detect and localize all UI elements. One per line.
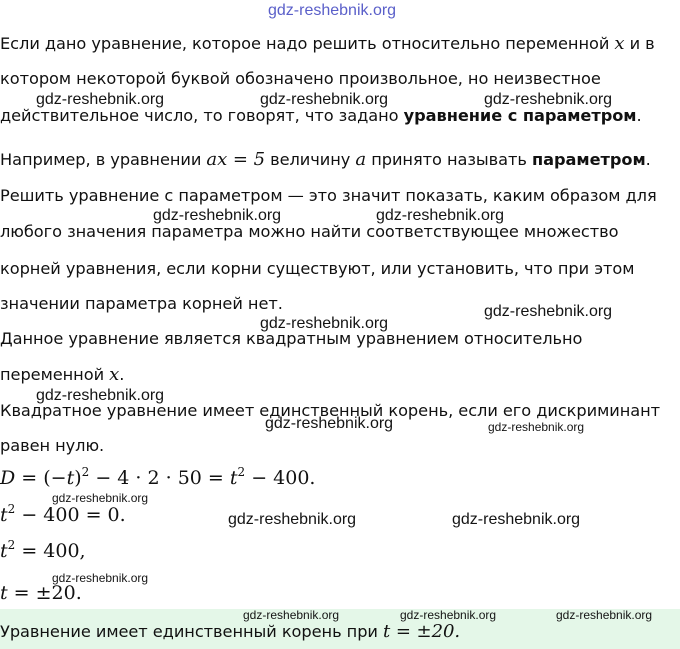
text-segment: .	[636, 106, 642, 125]
symbol-t: t	[0, 582, 8, 604]
watermark: gdz-reshebnik.org	[376, 207, 505, 224]
watermark: gdz-reshebnik.org	[52, 571, 149, 585]
watermark: gdz-reshebnik.org	[260, 315, 389, 332]
formula-discriminant	[0, 466, 315, 490]
formula-part: = ±20.	[7, 582, 82, 604]
formula-step-1	[0, 503, 126, 527]
formula-part: − 4 · 2 · 50 =	[89, 467, 230, 489]
watermark: gdz-reshebnik.org	[36, 91, 165, 108]
paragraph-3-line-2: любого значения параметра можно найти соответствующее множество	[0, 222, 619, 241]
watermark: gdz-reshebnik.org	[153, 207, 282, 224]
symbol-t: t	[229, 467, 238, 489]
paragraph-3-line-3: корней уравнения, если корни существуют, или установить, что при этом	[0, 259, 635, 278]
text-segment: и в	[624, 34, 655, 53]
text-segment: переменной	[0, 365, 110, 384]
answer-value: = ±20.	[390, 621, 461, 642]
text-segment: величину	[265, 150, 356, 169]
text-segment: принято называть	[366, 150, 532, 169]
text-segment: .	[645, 150, 651, 169]
watermark: gdz-reshebnik.org	[488, 420, 585, 434]
paragraph-2	[0, 149, 651, 171]
paragraph-5-line-2: равен нулю.	[0, 436, 105, 455]
symbol-t: t	[66, 467, 75, 489]
paragraph-3-line-1: Решить уравнение с параметром — это значит показать, каким образом для	[0, 186, 657, 205]
variable-x: x	[109, 364, 120, 385]
formula-part: )	[74, 467, 82, 489]
watermark: gdz-reshebnik.org	[243, 608, 340, 622]
watermark: gdz-reshebnik.org	[268, 2, 397, 19]
watermark: gdz-reshebnik.org	[36, 387, 165, 404]
formula-step-2	[0, 539, 86, 563]
formula-part: = 400,	[15, 540, 86, 562]
text-segment: действительное число, то говорят, что задано	[0, 106, 404, 125]
variable-t: t	[382, 621, 391, 642]
paragraph-1-line-2: котором некоторой буквой обозначено произвольное, но неизвестное	[0, 69, 601, 88]
watermark: gdz-reshebnik.org	[452, 511, 581, 528]
formula-part: = (−	[15, 467, 67, 489]
paragraph-3-line-4: значении параметра корней нет.	[0, 294, 283, 313]
equation-rhs: = 5	[227, 149, 265, 170]
exponent: 2	[7, 502, 16, 516]
watermark: gdz-reshebnik.org	[556, 608, 653, 622]
text-segment: .	[119, 365, 125, 384]
symbol-t: t	[0, 504, 8, 526]
text-segment: Если дано уравнение, которое надо решить относительно переменной	[0, 34, 615, 53]
formula-part: − 400 = 0.	[15, 504, 126, 526]
exponent: 2	[7, 538, 16, 552]
paragraph-5-line-1: Квадратное уравнение имеет единственный корень, если его дискриминант	[0, 401, 661, 420]
paragraph-1-line-3	[0, 105, 642, 127]
watermark: gdz-reshebnik.org	[52, 491, 149, 505]
watermark: gdz-reshebnik.org	[484, 303, 613, 320]
variable-a: a	[355, 149, 367, 170]
bold-term: параметром	[532, 150, 646, 169]
watermark: gdz-reshebnik.org	[260, 91, 389, 108]
text-segment: Уравнение имеет единственный корень при	[0, 622, 383, 641]
text-segment: Например, в уравнении	[0, 150, 207, 169]
watermark: gdz-reshebnik.org	[265, 415, 394, 432]
paragraph-4-line-1: Данное уравнение является квадратным уравнением относительно	[0, 329, 583, 348]
bold-term: уравнение с параметром	[403, 106, 637, 125]
formula-part: − 400.	[245, 467, 316, 489]
equation-lhs: ax	[206, 149, 228, 170]
variable-x: x	[614, 33, 625, 54]
symbol-d: D	[0, 467, 16, 489]
symbol-t: t	[0, 540, 8, 562]
watermark: gdz-reshebnik.org	[400, 608, 497, 622]
watermark: gdz-reshebnik.org	[484, 91, 613, 108]
answer-text	[0, 621, 460, 643]
exponent: 2	[237, 465, 246, 479]
exponent: 2	[81, 465, 90, 479]
watermark: gdz-reshebnik.org	[228, 511, 357, 528]
paragraph-1-line-1	[0, 33, 655, 55]
paragraph-4-line-2	[0, 364, 124, 386]
